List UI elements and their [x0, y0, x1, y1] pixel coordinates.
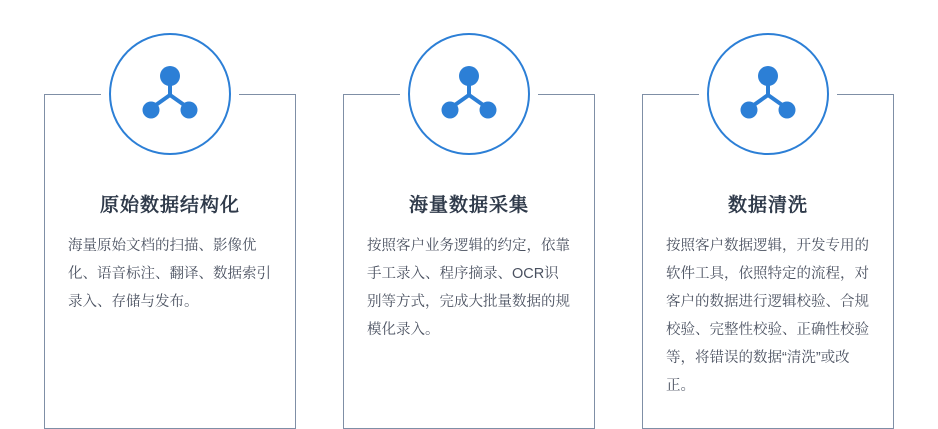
- card-item[interactable]: [343, 94, 595, 429]
- card-item[interactable]: [44, 94, 296, 429]
- card-body: 海量原始文档的扫描、影像优化、语音标注、翻译、数据索引录入、存储与发布。: [68, 238, 271, 310]
- network-node-icon: [408, 33, 530, 155]
- card-body: 按照客户业务逻辑的约定，依靠手工录入、程序摘录、OCR识别等方式，完成大批量数据的规模化录入。: [367, 238, 570, 338]
- card-body: 按照客户数据逻辑，开发专用的软件工具，依照特定的流程，对客户的数据进行逻辑校验、合规校验、完整性校验、正确性校验等，将错误的数据“清洗”或改正。: [666, 238, 869, 394]
- card-title: 海量数据采集: [408, 195, 529, 216]
- network-node-icon: [109, 33, 231, 155]
- network-node-icon: [707, 33, 829, 155]
- card-item[interactable]: [642, 94, 894, 429]
- card-title: 数据清洗: [727, 195, 808, 216]
- card-title: 原始数据结构化: [99, 195, 240, 216]
